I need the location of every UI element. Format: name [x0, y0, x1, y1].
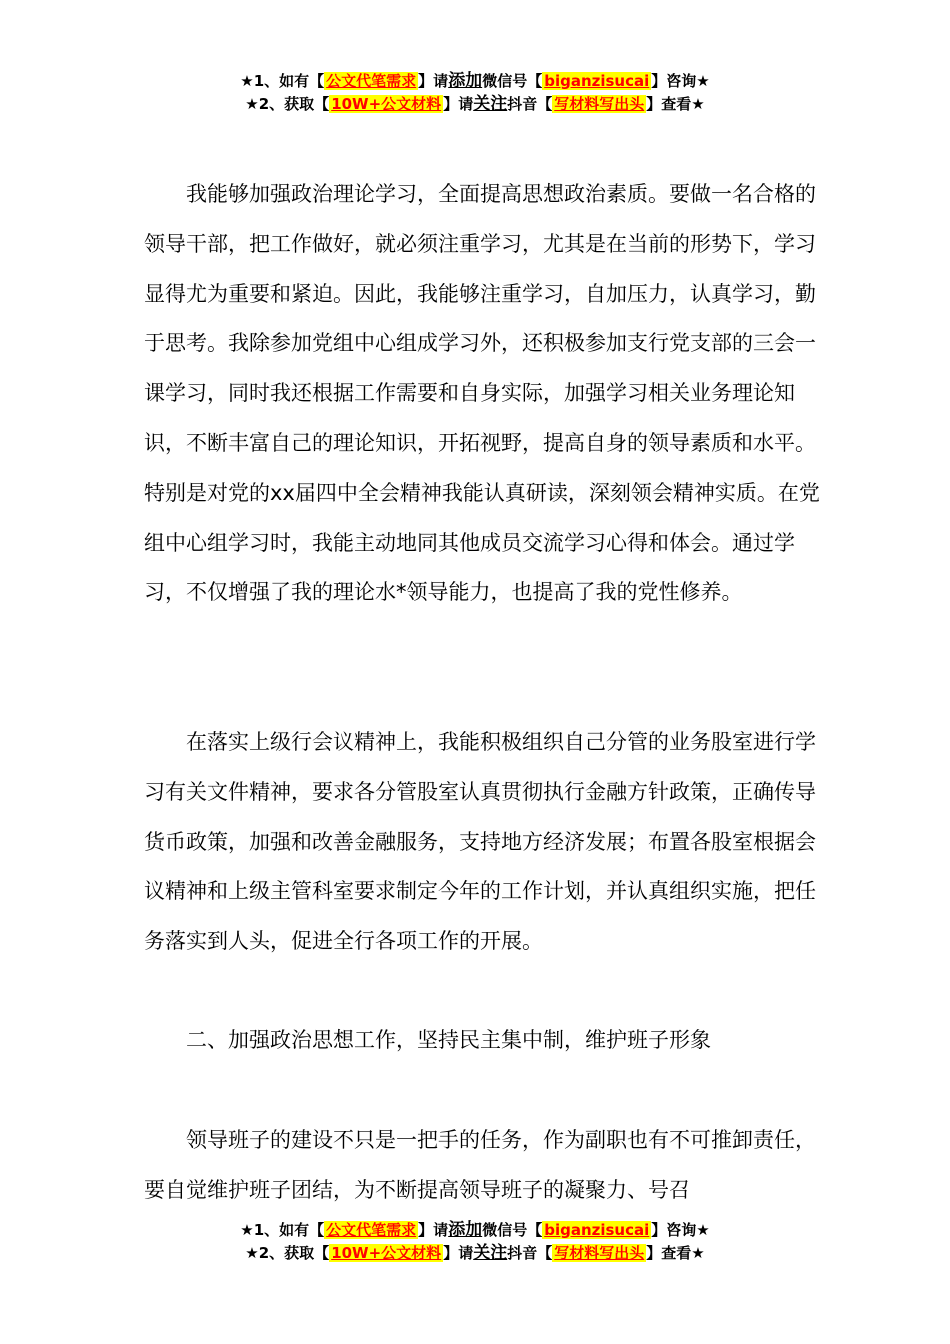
highlight-douyin: 写材料写出头: [554, 1244, 645, 1262]
header-banner: [0, 70, 950, 116]
paragraph-meeting-spirit: 在落实上级行会议精神上，我能积极组织自己分管的业务股室进行学习有关文件精神，要求各分管股室认真贯彻执行金融方针政策，正确传导货币政策，加强和改善金融服务，支持地方经济发展；布置各股室根据会议精神和上级主管科室要求制定今年的工作计划，并认真组织实施，把任务落实到人头，促进全行各项工作的开展。: [144, 730, 816, 954]
banner-line-1: ★1、如有【 公文代笔需求 】请添加微信号【 biganzisucai 】咨询★: [240, 71, 710, 91]
footer-banner: [0, 1219, 950, 1265]
highlight-wechat-id: biganzisucai: [544, 1221, 650, 1239]
highlight-materials: 10W+公文材料: [331, 95, 442, 113]
highlight-service: 公文代笔需求: [326, 1221, 417, 1239]
highlight-douyin: 写材料写出头: [554, 95, 645, 113]
section-heading: 二、加强政治思想工作，坚持民主集中制，维护班子形象: [186, 1028, 711, 1052]
highlight-materials: 10W+公文材料: [331, 1244, 442, 1262]
highlight-wechat-id: biganzisucai: [544, 72, 650, 90]
paragraph-theory-study: 我能够加强政治理论学习，全面提高思想政治素质。要做一名合格的领导干部，把工作做好，就必须注重学习，尤其是在当前的形势下，学习显得尤为重要和紧迫。因此，我能够注重学习，自加压力，认真学习，勤于思考。我除参加党组中心组成学习外，还积极参加支行党支部的三会一课学习，同时我还根据工作需要和自身实际，加强学习相关业务理论知识，不断丰富自己的理论知识，开拓视野，提高自身的领导素质和水平。特别是对党的xx届四中全会精神我能认真研读，深刻领会精神实质。在党组中心组学习时，我能主动地同其他成员交流学习心得和体会。通过学习，不仅增强了我的理论水*领导能力，也提高了我的党性修养。: [144, 182, 820, 605]
banner-line-1: ★1、如有【 公文代笔需求 】请添加微信号【 biganzisucai 】咨询★: [240, 1220, 710, 1240]
highlight-service: 公文代笔需求: [326, 72, 417, 90]
banner-line-2: ★2、获取【 10W+公文材料 】请关注抖音【 写材料写出头 】查看★: [245, 1243, 705, 1263]
paragraph-team-building: 领导班子的建设不只是一把手的任务，作为副职也有不可推卸责任，要自觉维护班子团结，为不断提高领导班子的凝聚力、号召: [144, 1128, 816, 1202]
banner-line-2: ★2、获取【 10W+公文材料 】请关注抖音【 写材料写出头 】查看★: [245, 94, 705, 114]
